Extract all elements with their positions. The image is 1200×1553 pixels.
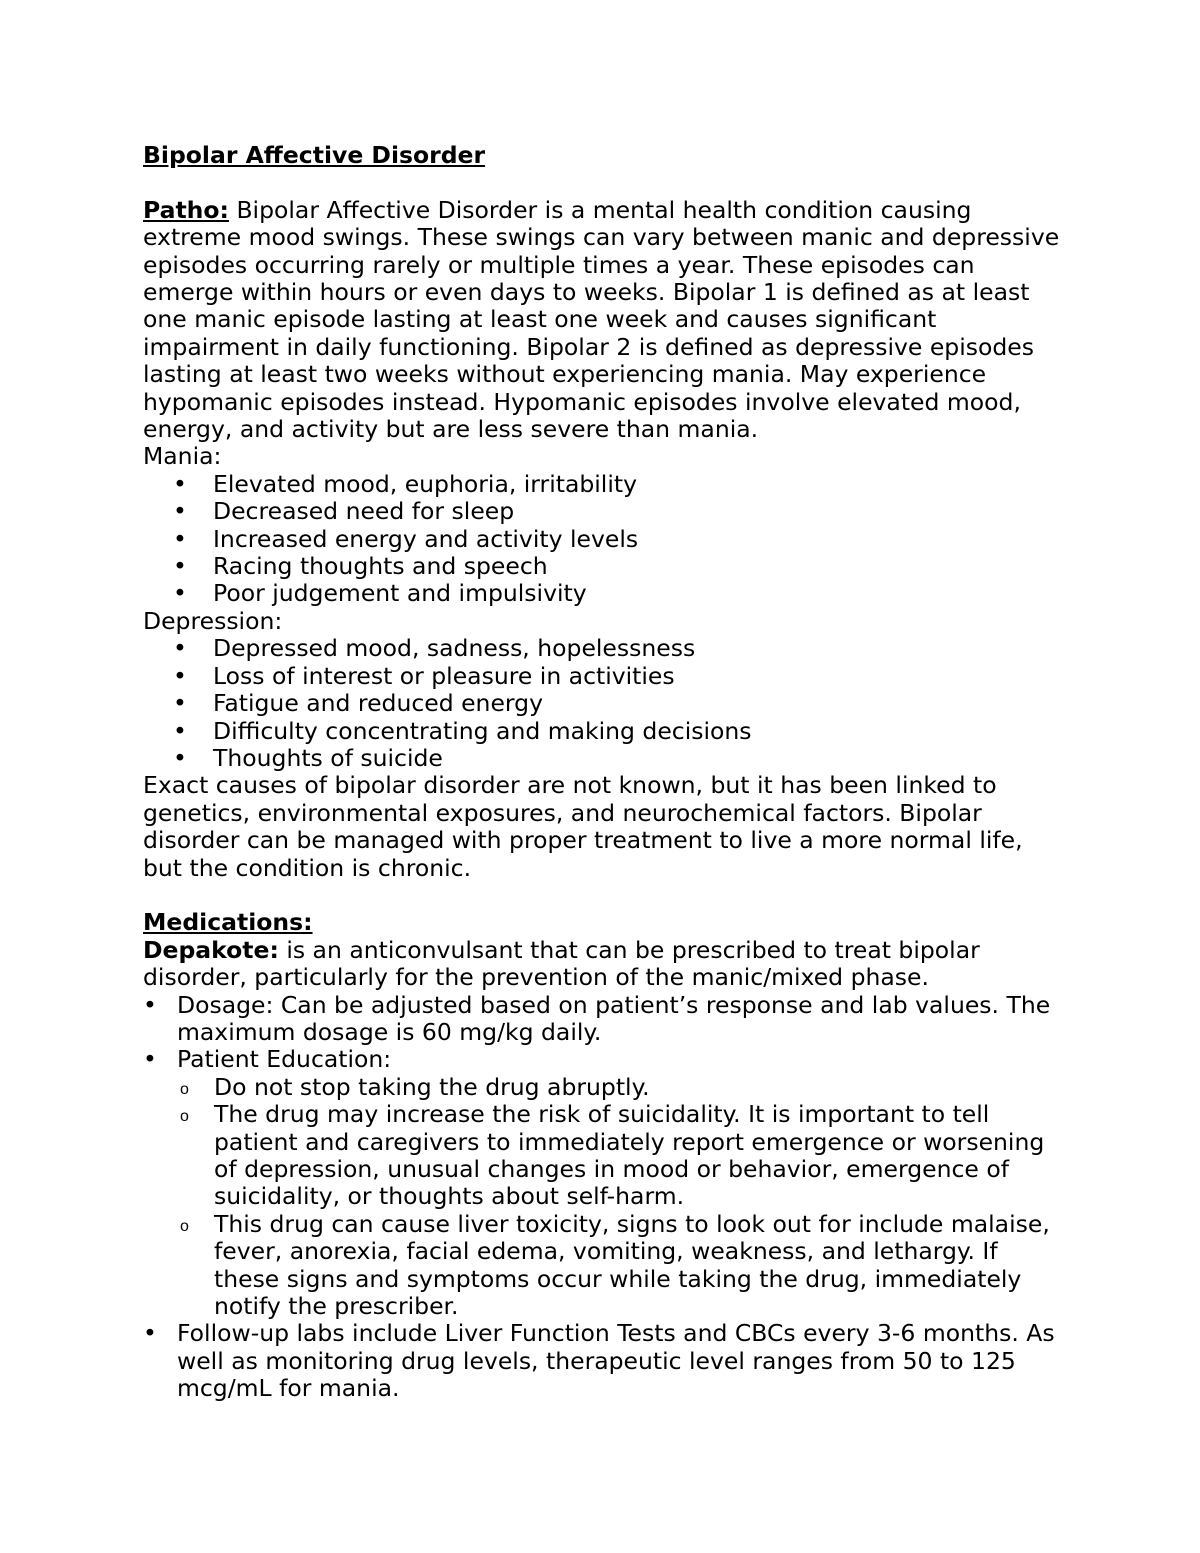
list-item: • Poor judgement and impulsivity: [143, 580, 1063, 607]
drug-paragraph: [143, 937, 1063, 992]
list-item: • Loss of interest or pleasure in activities: [143, 663, 1063, 690]
dosage-item: • Dosage: Can be adjusted based on patient’s response and lab values. The maximum dosage is 60 mg/kg daily.: [143, 992, 1063, 1047]
medication-list: [143, 992, 1063, 1403]
education-list: [177, 1074, 1063, 1321]
drug-name: Depakote:: [143, 935, 279, 964]
medications-heading: Medications:: [143, 908, 313, 937]
list-item: o Do not stop taking the drug abruptly.: [143, 1074, 1063, 1101]
list-item: o The drug may increase the risk of suicidality. It is important to tell patient and caregivers to immediately report emergence or worsening of depression, unusual changes in mood or behavior, emergence of suicidality, or thoughts about self-harm.: [143, 1101, 1063, 1211]
depression-list: [143, 635, 1063, 772]
patho-text: Bipolar Affective Disorder is a mental health condition causing extreme mood swings. These swings can vary between manic and depressive episodes occurring rarely or multiple times a year. These episodes can emerge within hours or even days to weeks. Bipolar 1 is defined as at least one manic episode lasting at least one week and causes significant impairment in daily functioning. Bipolar 2 is defined as depressive episodes lasting at least two weeks without experiencing mania. May experience hypomanic episodes instead. Hypomanic episodes involve elevated mood, energy, and activity but are less severe than mania.: [143, 195, 1060, 444]
list-item: • Thoughts of suicide: [143, 745, 1063, 772]
causes-paragraph: Exact causes of bipolar disorder are not known, but it has been linked to genetics, environmental exposures, and neurochemical factors. Bipolar disorder can be managed with proper treatment to live a more normal life, but the condition is chronic.: [143, 771, 1023, 882]
document-page: [143, 142, 1063, 1403]
list-item: • Depressed mood, sadness, hopelessness: [143, 635, 1063, 662]
list-item: • Increased energy and activity levels: [143, 526, 1063, 553]
list-item: • Elevated mood, euphoria, irritability: [143, 471, 1063, 498]
education-label: Patient Education:: [177, 1045, 392, 1074]
list-item: • Fatigue and reduced energy: [143, 690, 1063, 717]
mania-heading: Mania:: [143, 442, 222, 471]
spacer: [143, 169, 1063, 196]
document-title: Bipolar Affective Disorder: [143, 141, 486, 169]
mania-list: [143, 471, 1063, 608]
list-item: • Racing thoughts and speech: [143, 553, 1063, 580]
education-item: [143, 1046, 1063, 1320]
patho-paragraph: [143, 197, 1063, 444]
depression-heading: Depression:: [143, 606, 283, 635]
drug-description: is an anticonvulsant that can be prescribed to treat bipolar disorder, particularly for the prevention of the manic/mixed phase.: [143, 935, 980, 992]
list-item: • Difficulty concentrating and making decisions: [143, 718, 1063, 745]
patho-label: Patho:: [143, 195, 229, 224]
followup-item: • Follow-up labs include Liver Function Tests and CBCs every 3-6 months. As well as monitoring drug levels, therapeutic level ranges from 50 to 125 mcg/mL for mania.: [143, 1320, 1063, 1402]
list-item: o This drug can cause liver toxicity, signs to look out for include malaise, fever, anorexia, facial edema, vomiting, weakness, and lethargy. If these signs and symptoms occur while taking the drug, immediately notify the prescriber.: [143, 1211, 1063, 1321]
spacer: [143, 882, 1063, 909]
list-item: • Decreased need for sleep: [143, 498, 1063, 525]
